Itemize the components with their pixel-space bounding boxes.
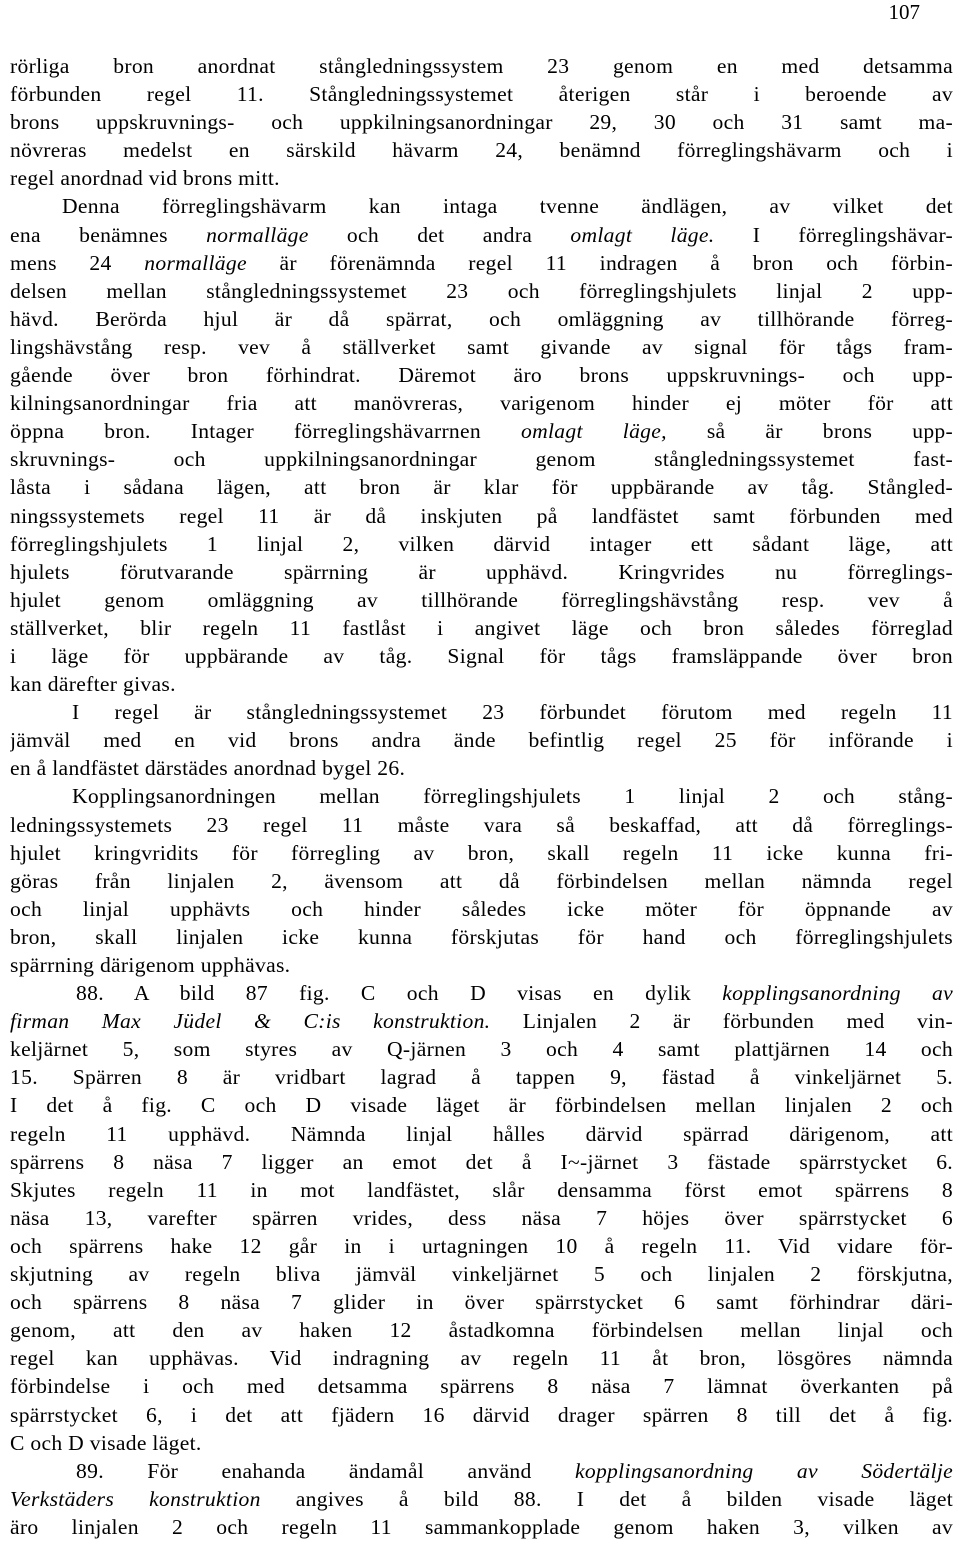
italic-phrase: firman Max Jüdel & C:is konstruktion. [10,1009,491,1034]
italic-phrase: omlagt läge. [570,222,715,247]
text-line: jämväl med en vid brons andra ände befintlig regel 25 för införande i [10,728,953,753]
text-line [10,1485,953,1513]
text-line: hävd. Berörda hjul är då spärrat, och omläggning av tillhörande förreg- [10,306,953,331]
text-line: keljärnet 5, som styres av Q-järnen 3 och 4 samt plattjärnen 14 och [10,1037,953,1062]
text-line: delsen mellan stångledningssystemet 23 och förreglingshjulets linjal 2 upp- [10,278,953,303]
text-line: förbindelse i och med detsamma spärrens 8 näsa 7 lämnat överkanten på [10,1374,953,1399]
text-line: ställverket, blir regeln 11 fastlåst i angivet läge och bron således förreglad [10,615,953,640]
text-run: 89. För enahanda ändamål använd [76,1458,575,1483]
text-line: och linjal upphävts och hinder således icke möter för öppnande av [10,896,953,921]
text-line: göras från linjalen 2, ävensom att då förbindelsen mellan nämnda regel [10,868,953,893]
text-run: angives å bild 88. I det å bilden visade läget [260,1486,953,1511]
text-run: öppna bron. Intager förreglingshävarrnen [10,419,521,444]
text-line: och spärrens hake 12 går in i urtagningen 10 å regeln 11. Vid vidare för- [10,1233,953,1258]
text-line: näsa 13, varefter spärren vrides, dess näsa 7 höjes över spärrstycket 6 [10,1205,953,1230]
text-run: Linjalen 2 är förbunden med vin- [490,1009,953,1034]
text-line: i läge för uppbärande av tåg. Signal för tågs framsläppande över bron [10,643,953,668]
text-run: mens 24 [10,250,145,275]
text-line: regel kan upphävas. Vid indragning av regeln 11 åt bron, lösgöres nämnda [10,1346,953,1371]
text-line: bron, skall linjalen icke kunna förskjutas för hand och förreglingshjulets [10,924,953,949]
italic-phrase: normalläge [144,250,247,275]
text-run: I förreglingshävar- [714,222,953,247]
text-line: skjutning av regeln bliva jämväl vinkeljärnet 5 och linjalen 2 förskjutna, [10,1262,953,1287]
text-line: skruvnings- och uppkilningsanordningar genom stångledningssystemet fast- [10,447,953,472]
text-line: Skjutes regeln 11 in mot landfästet, slår densamma först emot spärrens 8 [10,1177,953,1202]
italic-phrase: omlagt läge, [521,419,667,444]
text-line: gående över bron förhindrat. Däremot äro brons uppskruvnings- och upp- [10,363,953,388]
text-line: regel anordnad vid brons mitt. [10,166,280,191]
text-line: kan därefter givas. [10,672,176,697]
text-line: ledningssystemets 23 regel 11 måste vara så beskaffad, att då förreglings- [10,812,953,837]
italic-phrase: Verkstäders konstruktion [10,1486,261,1511]
text-run: ena benämnes [10,222,207,247]
text-line: äro linjalen 2 och regeln 11 sammankopplade genom haken 3, vilken av [10,1514,953,1539]
text-line: ningssystemets regel 11 är då inskjuten på landfästet samt förbunden med [10,503,953,528]
text-line: I det å fig. C och D visade läget är förbindelsen mellan linjalen 2 och [10,1093,953,1118]
text-line [10,249,953,277]
italic-phrase: kopplingsanordning av Södertälje [574,1458,953,1483]
body-text [10,52,953,1541]
text-line: och spärrens 8 näsa 7 glider in över spärrstycket 6 samt förhindrar däri- [10,1290,953,1315]
text-run: så är brons upp- [666,419,953,444]
page-number: 107 [888,0,920,24]
italic-phrase: normalläge [206,222,309,247]
text-run: och det andra [308,222,571,247]
text-line: genom, att den av haken 12 åstadkomna förbindelsen mellan linjal och [10,1318,953,1343]
text-line: spärrens 8 näsa 7 ligger an emot det å I~-järnet 3 fästade spärrstycket 6. [10,1149,953,1174]
text-line: spärrstycket 6, i det att fjädern 16 därvid drager spärren 8 till det å fig. [10,1402,953,1427]
italic-phrase: kopplingsanordning av [722,981,953,1006]
text-line: C och D visade läget. [10,1430,202,1455]
text-run: är förenämnda regel 11 indragen å bron och förbin- [246,250,953,275]
text-line: hjulet genom omläggning av tillhörande förreglingshävstång resp. vev å [10,587,953,612]
text-line: növreras medelst en särskild hävarm 24, benämnd förreglingshävarm och i [10,138,953,163]
text-line: Kopplingsanordningen mellan förreglingshjulets 1 linjal 2 och stång- [72,784,953,809]
text-line [10,1457,953,1485]
text-line: 15. Spärren 8 är vridbart lagrad å tappen 9, fästad å vinkeljärnet 5. [10,1065,953,1090]
text-line: rörliga bron anordnat stångledningssystem 23 genom en med detsamma [10,54,953,78]
text-line: brons uppskruvnings- och uppkilningsanordningar 29, 30 och 31 samt ma- [10,110,953,135]
text-line: hjulets förutvarande spärrning är upphävd. Kringvrides nu förreglings- [10,559,953,584]
text-line [10,221,953,249]
text-line: hjulet kringvridits för förregling av bron, skall regeln 11 icke kunna fri- [10,840,953,865]
text-line [10,417,953,445]
text-line [10,979,953,1007]
text-line: lingshävstång resp. vev å ställverket samt givande av signal för tågs fram- [10,334,953,359]
text-line: låsta i sådana lägen, att bron är klar för uppbärande av tåg. Stångled- [10,475,953,500]
text-line: spärrning därigenom upphävas. [10,953,291,977]
text-line: I regel är stångledningssystemet 23 förbundet förutom med regeln 11 [72,700,953,725]
text-line: regeln 11 upphävd. Nämnda linjal hålles därvid spärrad därigenom, att [10,1121,953,1146]
text-line: Denna förreglingshävarm kan intaga tvenne ändlägen, av vilket det [62,194,953,219]
text-line: förreglingshjulets 1 linjal 2, vilken därvid intager ett sådant läge, att [10,531,953,556]
text-run: 88. A bild 87 fig. C och D visas en dylik [76,981,723,1006]
text-line [10,1007,953,1035]
text-line: förbunden regel 11. Stångledningssystemet återigen står i beroende av [10,82,953,107]
text-line: en å landfästet därstädes anordnad bygel 26. [10,756,406,781]
text-line: kilningsanordningar fria att manövreras, varigenom hinder ej möter för att [10,391,953,416]
